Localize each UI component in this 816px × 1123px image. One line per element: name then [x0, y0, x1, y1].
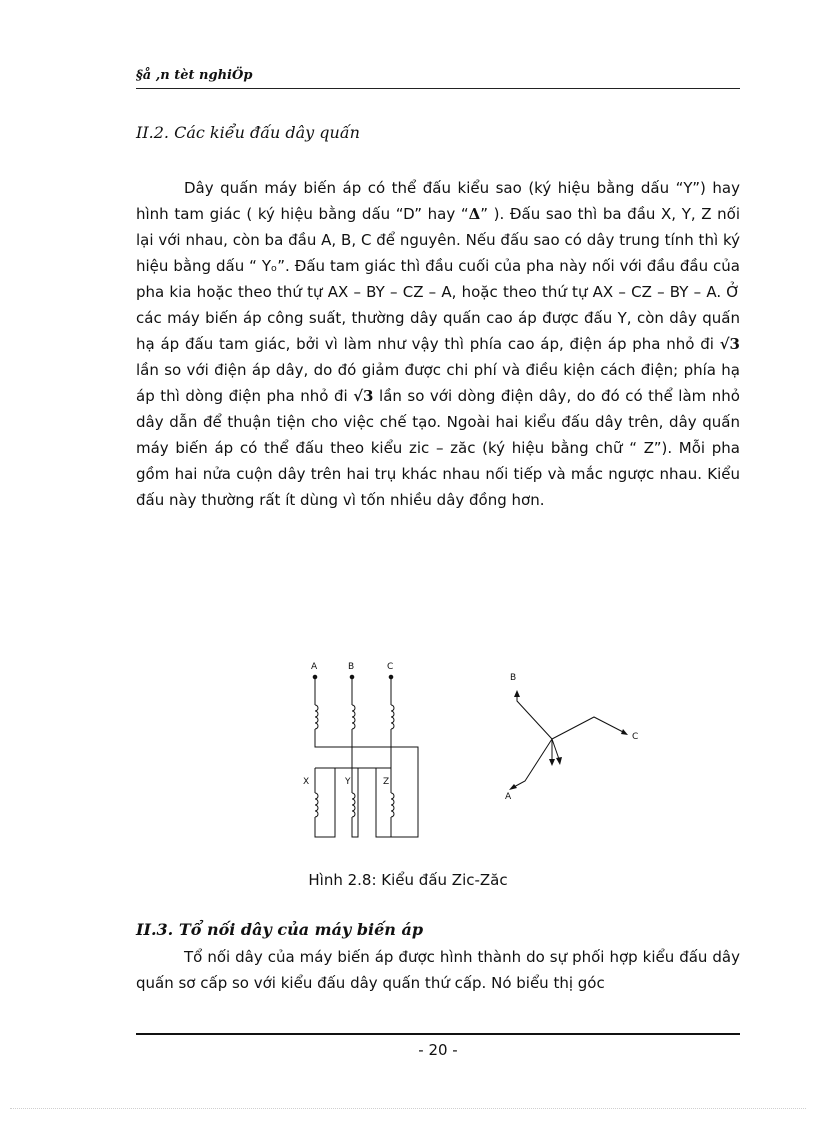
- label-c: C: [387, 662, 394, 672]
- document-header: §å ,n tèt nghiÖp: [136, 68, 253, 83]
- phasor-label-c: C: [632, 732, 639, 742]
- label-a: A: [311, 662, 318, 672]
- winding-schematic: [313, 675, 418, 837]
- page-number: - 20 -: [418, 1041, 458, 1059]
- label-x: X: [303, 777, 310, 787]
- paragraph-connection-groups: Tổ nối dây của máy biến áp được hình thành do sự phối hợp kiểu đấu dây quấn sơ cấp so với kiểu đấu dây quấn thứ cấp. Nó biểu thị góc: [136, 948, 740, 992]
- phasor-label-a: A: [505, 792, 512, 802]
- paragraph-winding-connections: [136, 175, 740, 513]
- sqrt3-symbol: √3: [353, 387, 374, 405]
- text-run: ” ). Đấu sao thì ba đầu X, Y, Z nối lại với nhau, còn ba đầu A, B, C để nguyên. Nếu đấu sao có dây trung tính thì ký hiệu bằng dấu “ Yₒ”. Đấu tam giác thì đầu cuối của pha này nối với đầu đầu của pha kia hoặc theo thứ tự AX – BY – CZ – A, hoặc theo thứ tự AX – CZ – BY – A. Ở các máy biến áp công suất, thường dây quấn cao áp được đấu Y, còn dây quấn hạ áp đấu tam giác, bởi vì làm như vậy thì phía cao áp, điện áp pha nhỏ đi: [136, 205, 741, 353]
- text-run: Dây quấn máy biến áp có thể đấu kiểu sao (ký hiệu bằng dấu “Y”) hay hình tam giác ( ký hiệu bằng dấu “D” hay “: [136, 179, 740, 223]
- section-title-2-2: II.2. Các kiểu đấu dây quấn: [136, 123, 360, 142]
- phasor-arrowheads: [509, 690, 628, 790]
- label-b: B: [348, 662, 355, 672]
- label-y: Y: [345, 777, 351, 787]
- section-title-2-3: II.3. Tổ nối dây của máy biến áp: [136, 920, 424, 939]
- text-run: lần so với điện áp dây, do đó giảm được chi phí và điều kiện cách điện; phía hạ áp thì dòng điện pha nhỏ đi: [136, 361, 740, 405]
- text-run: lần so với dòng điện dây, do đó có thể làm nhỏ dây dẫn để thuận tiện cho việc chế tạo. Ngoài hai kiểu đấu dây trên, dây quấn máy biến áp có thể đấu theo kiểu zic – zăc (ký hiệu bằng chữ “ Z”). Mỗi pha gồm hai nửa cuộn dây trên hai trụ khác nhau nối tiếp và mắc ngược nhau. Kiểu đấu này thường rất ít dùng vì tốn nhiều dây đồng hơn.: [136, 387, 740, 509]
- header-divider: [136, 88, 740, 89]
- figure-caption: Hình 2.8: Kiểu đấu Zic-Zăc: [308, 871, 508, 889]
- sqrt3-symbol: √3: [719, 335, 740, 353]
- zigzag-connection-diagram: [290, 650, 670, 865]
- delta-symbol: Δ: [468, 205, 481, 223]
- footer-divider: [136, 1033, 740, 1035]
- label-z: Z: [383, 777, 390, 787]
- phasor-diagram: [512, 694, 625, 788]
- phasor-label-b: B: [510, 673, 517, 683]
- page-edge-border: [10, 1108, 806, 1109]
